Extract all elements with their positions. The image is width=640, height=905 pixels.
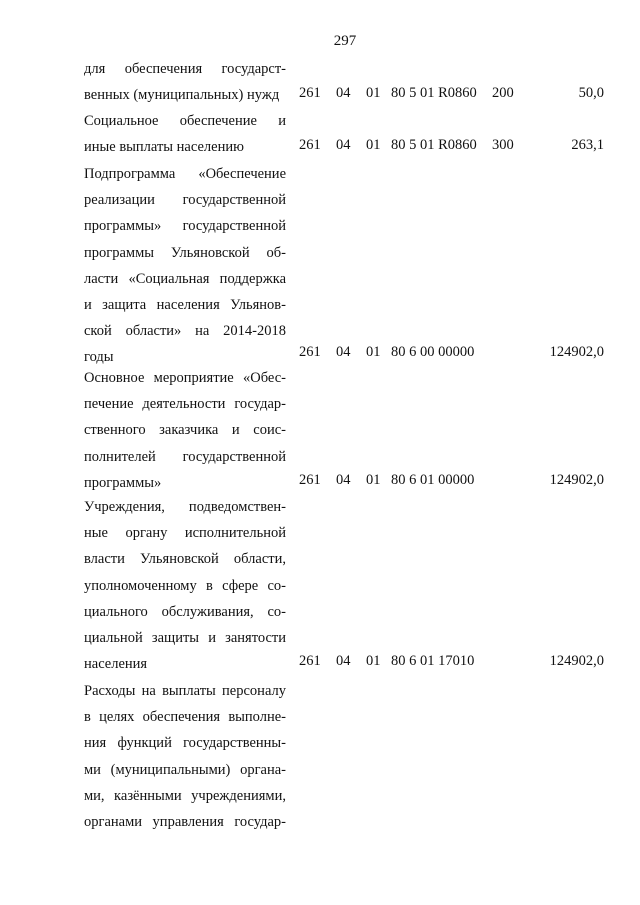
row-description <box>84 494 286 677</box>
section-code: 04 <box>336 653 351 669</box>
description-line: программы» <box>84 474 162 491</box>
amount: 124902,0 <box>549 472 604 488</box>
description-line: ные органу исполнительной <box>84 525 286 542</box>
grbs-code: 261 <box>299 472 321 488</box>
description-line: ской области» на 2014-2018 <box>84 323 286 340</box>
target-article-code: 80 6 01 17010 <box>391 653 475 669</box>
description-line: ния функций государственны- <box>84 735 286 752</box>
description-line: программы Ульяновской об- <box>84 244 286 261</box>
description-line: Подпрограмма «Обеспечение <box>84 166 286 182</box>
grbs-code: 261 <box>299 137 321 153</box>
grbs-code: 261 <box>299 344 321 360</box>
row-description <box>84 161 286 371</box>
expense-type-code: 200 <box>492 85 514 101</box>
description-line: циального обслуживания, со- <box>84 603 286 620</box>
subsection-code: 01 <box>366 344 381 360</box>
target-article-code: 80 6 00 00000 <box>391 344 475 360</box>
section-code: 04 <box>336 472 351 488</box>
description-line: реализации государственной <box>84 192 286 209</box>
subsection-code: 01 <box>366 472 381 488</box>
row-description <box>84 678 286 835</box>
description-line: Социальное обеспечение и <box>84 113 286 129</box>
page-number: 297 <box>333 33 357 49</box>
description-line: органами управления государ- <box>84 813 286 830</box>
description-line: иные выплаты населению <box>84 139 244 156</box>
amount: 263,1 <box>571 137 604 153</box>
target-article-code: 80 6 01 00000 <box>391 472 475 488</box>
target-article-code: 80 5 01 R0860 <box>391 85 477 101</box>
description-line: власти Ульяновской области, <box>84 551 286 568</box>
description-line: уполномоченному в сфере со- <box>84 577 286 594</box>
row-description <box>84 56 286 108</box>
section-code: 04 <box>336 137 351 153</box>
description-line: Расходы на выплаты персоналу <box>84 683 286 699</box>
expense-type-code: 300 <box>492 137 514 153</box>
description-line: венных (муниципальных) нужд <box>84 87 280 104</box>
amount: 124902,0 <box>549 653 604 669</box>
amount: 50,0 <box>578 85 604 101</box>
description-line: полнителей государственной <box>84 448 286 465</box>
amount: 124902,0 <box>549 344 604 360</box>
description-line: годы <box>84 349 114 366</box>
description-line: программы» государственной <box>84 218 286 235</box>
description-line: ми (муниципальными) органа- <box>84 761 286 778</box>
section-code: 04 <box>336 344 351 360</box>
description-line: Основное мероприятие «Обес- <box>84 370 286 386</box>
description-line: населения <box>84 656 148 673</box>
description-line: ласти «Социальная поддержка <box>84 270 286 287</box>
subsection-code: 01 <box>366 85 381 101</box>
description-line: для обеспечения государст- <box>84 61 286 77</box>
description-line: Учреждения, подведомствен- <box>84 499 286 515</box>
description-line: печение деятельности государ- <box>84 396 286 413</box>
grbs-code: 261 <box>299 653 321 669</box>
description-line: ми, казёнными учреждениями, <box>84 787 286 804</box>
subsection-code: 01 <box>366 653 381 669</box>
subsection-code: 01 <box>366 137 381 153</box>
description-line: и защита населения Ульянов- <box>84 296 286 313</box>
description-line: ственного заказчика и соис- <box>84 422 286 439</box>
description-line: в целях обеспечения выполне- <box>84 709 286 726</box>
description-line: циальной защиты и занятости <box>84 629 286 646</box>
grbs-code: 261 <box>299 85 321 101</box>
target-article-code: 80 5 01 R0860 <box>391 137 477 153</box>
section-code: 04 <box>336 85 351 101</box>
row-description <box>84 365 286 496</box>
row-description <box>84 108 286 160</box>
